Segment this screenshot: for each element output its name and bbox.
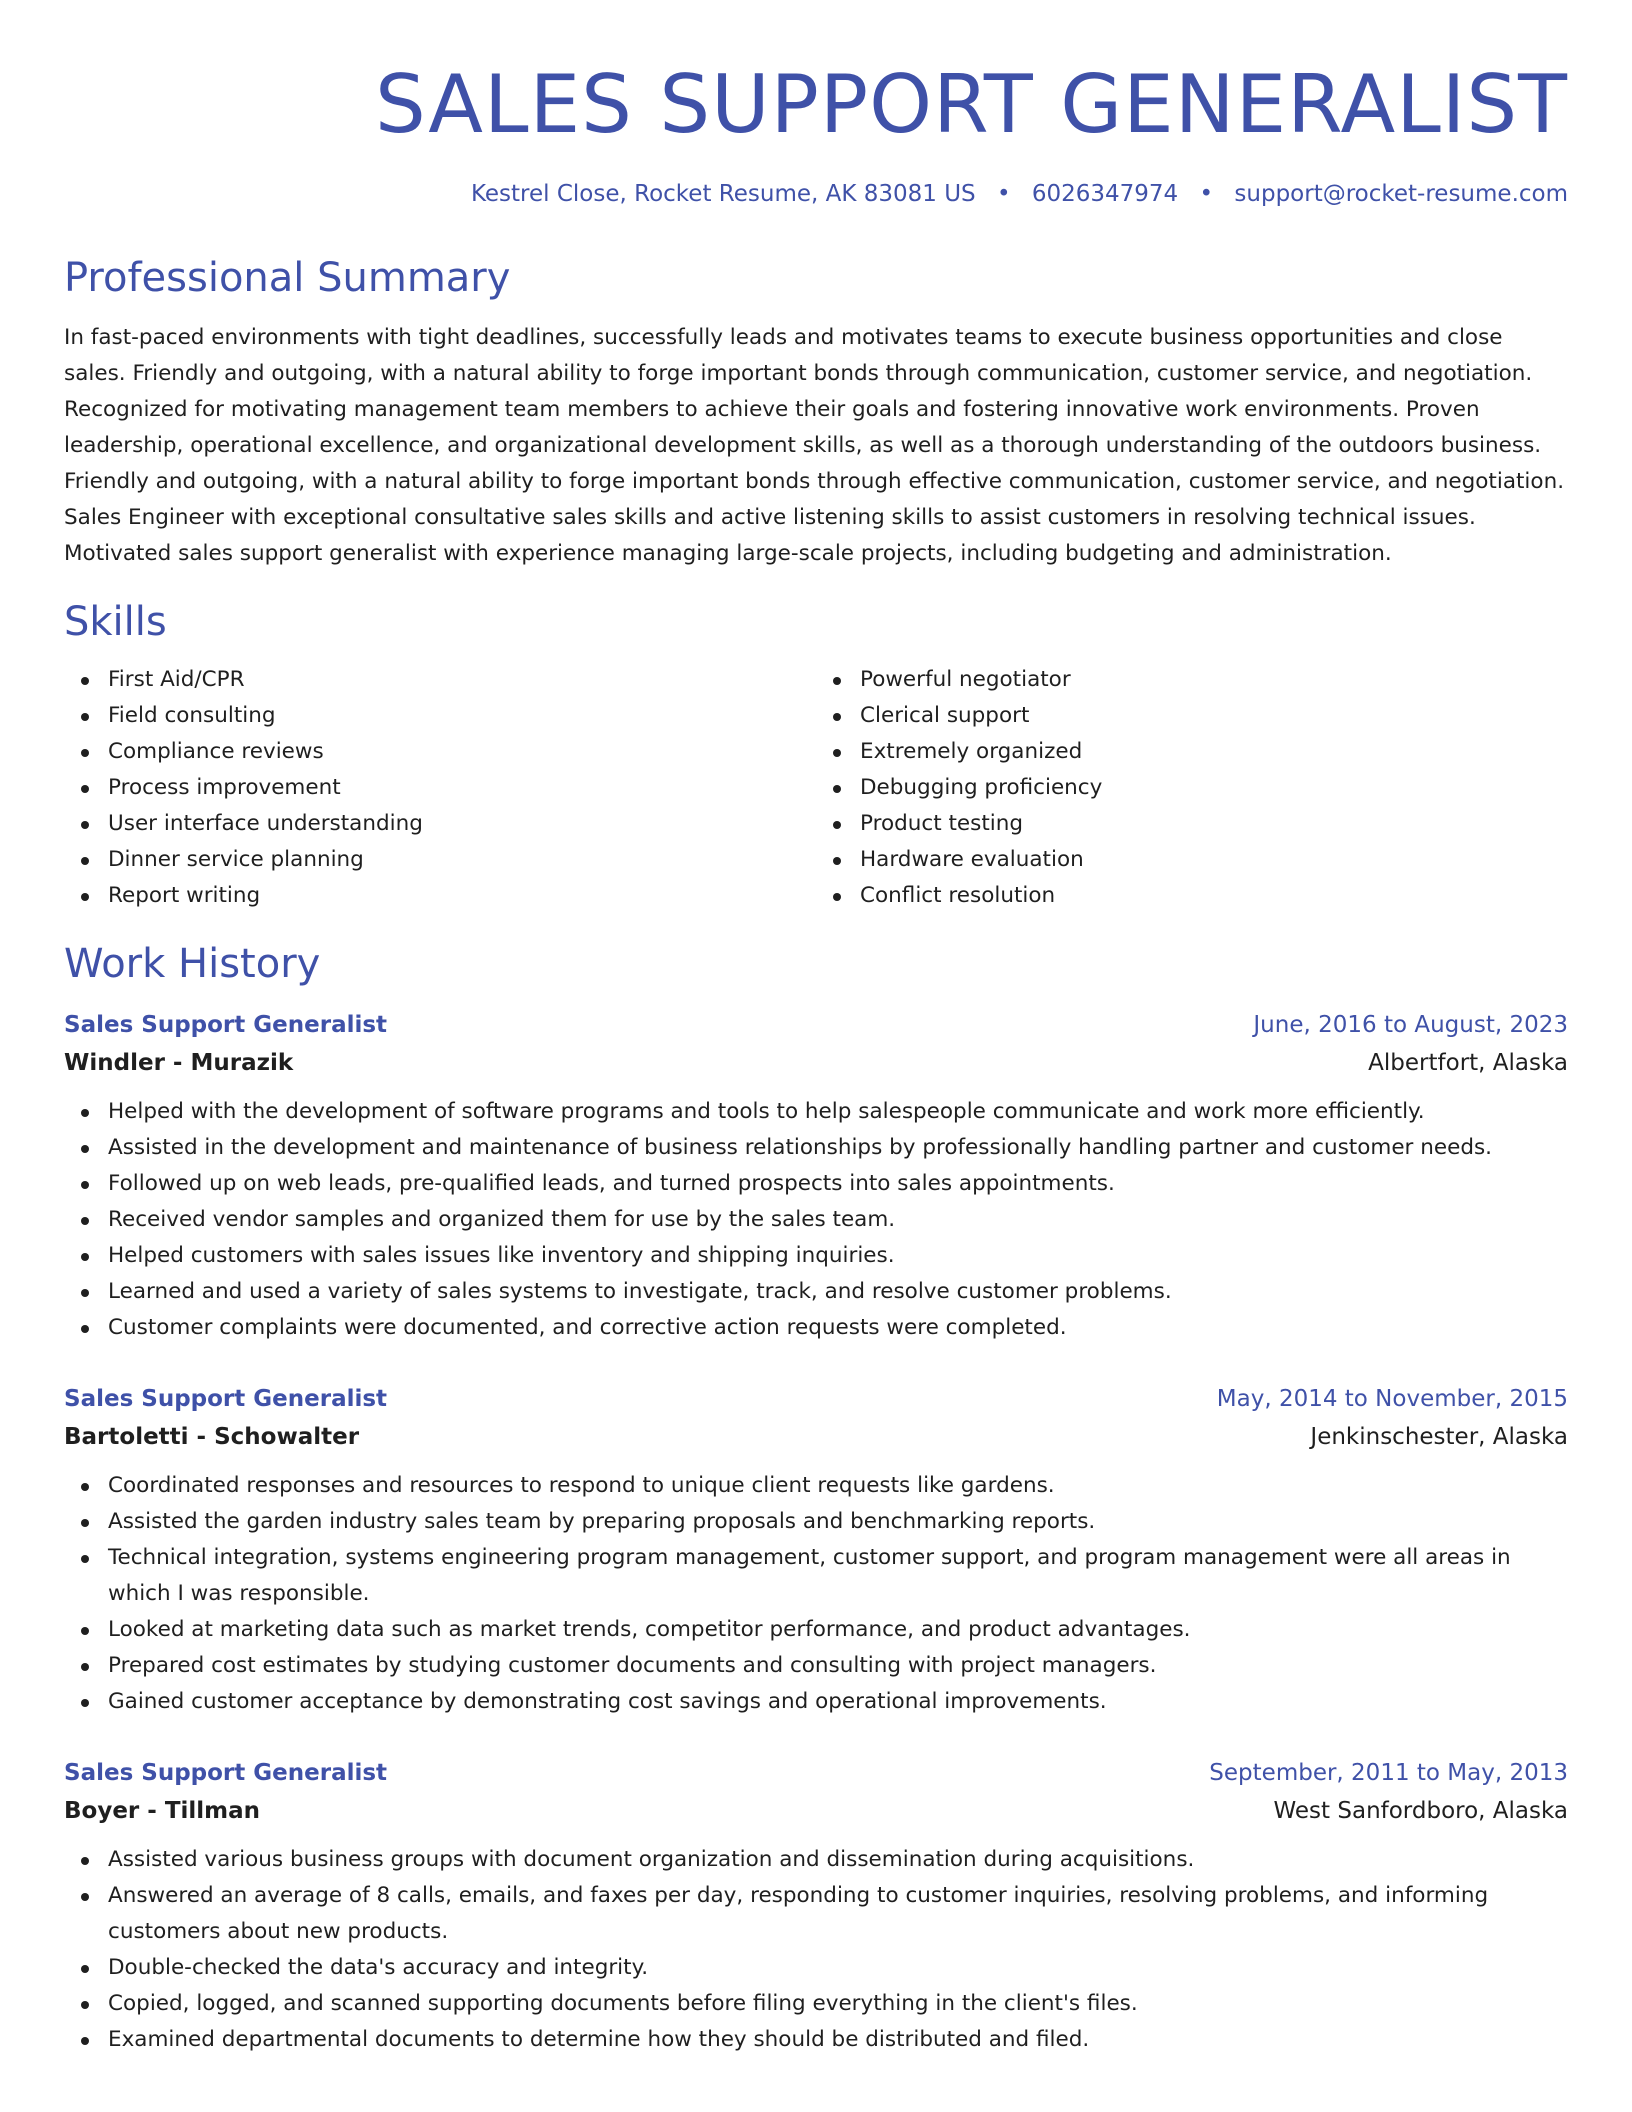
skill-item: Compliance reviews: [64, 734, 816, 770]
contact-phone[interactable]: 6026347974: [1031, 181, 1179, 207]
job-title: Sales Support Generalist: [64, 1012, 388, 1038]
job-location: West Sanfordboro, Alaska: [1273, 1798, 1568, 1824]
job-bullet: Technical integration, systems engineering program management, customer support, and program management were all areas in which I was responsible.: [64, 1540, 1568, 1612]
job-title: Sales Support Generalist: [64, 1386, 388, 1412]
job-company-row: [64, 1792, 1568, 1830]
contact-address: Kestrel Close, Rocket Resume, AK 83081 US: [470, 181, 976, 207]
job-header-row: [64, 1380, 1568, 1418]
section-title-skills: Skills: [64, 599, 167, 645]
contact-email[interactable]: support@rocket-resume.com: [1234, 181, 1568, 207]
job-bullet: Helped with the development of software programs and tools to help salespeople communicate and work more efficiently.: [64, 1094, 1568, 1130]
job-dates: September, 2011 to May, 2013: [1209, 1760, 1568, 1786]
job-bullet: Assisted various business groups with document organization and dissemination during acquisitions.: [64, 1842, 1568, 1878]
section-title-summary: Professional Summary: [64, 255, 511, 301]
job-bullet: Copied, logged, and scanned supporting documents before filing everything in the client's files.: [64, 1986, 1568, 2022]
section-title-work-history: Work History: [64, 941, 321, 987]
job-bullet: Learned and used a variety of sales systems to investigate, track, and resolve customer problems.: [64, 1274, 1568, 1310]
skill-item: Clerical support: [816, 698, 1568, 734]
job-bullet: Examined departmental documents to determine how they should be distributed and filed.: [64, 2022, 1568, 2058]
job-company-row: [64, 1418, 1568, 1456]
job-entry: [64, 1380, 1568, 1720]
job-dates: May, 2014 to November, 2015: [1216, 1386, 1568, 1412]
job-bullet: Assisted the garden industry sales team by preparing proposals and benchmarking reports.: [64, 1504, 1568, 1540]
job-company: Bartoletti - Schowalter: [64, 1424, 360, 1450]
job-location: Albertfort, Alaska: [1368, 1050, 1568, 1076]
job-bullet: Gained customer acceptance by demonstrating cost savings and operational improvements.: [64, 1684, 1568, 1720]
job-title: Sales Support Generalist: [64, 1760, 388, 1786]
job-company-row: [64, 1044, 1568, 1082]
job-bullet: Answered an average of 8 calls, emails, and faxes per day, responding to customer inquiries, resolving problems, and informing customers about new products.: [64, 1878, 1568, 1950]
skills-column-left: [64, 662, 816, 914]
contact-separator: •: [996, 181, 1011, 207]
job-bullet: Followed up on web leads, pre-qualified leads, and turned prospects into sales appointments.: [64, 1166, 1568, 1202]
job-bullet: Assisted in the development and maintenance of business relationships by professionally handling partner and customer needs.: [64, 1130, 1568, 1166]
job-dates: June, 2016 to August, 2023: [1253, 1012, 1568, 1038]
job-entry: [64, 1006, 1568, 1346]
skill-item: First Aid/CPR: [64, 662, 816, 698]
job-bullets: [64, 1468, 1568, 1720]
skill-item: Extremely organized: [816, 734, 1568, 770]
job-header-row: [64, 1006, 1568, 1044]
skill-item: Powerful negotiator: [816, 662, 1568, 698]
skills-column-right: [816, 662, 1568, 914]
job-location: Jenkinschester, Alaska: [1310, 1424, 1568, 1450]
skill-item: Report writing: [64, 878, 816, 914]
skill-item: Product testing: [816, 806, 1568, 842]
job-bullet: Double-checked the data's accuracy and integrity.: [64, 1950, 1568, 1986]
job-bullets: [64, 1094, 1568, 1346]
job-bullet: Coordinated responses and resources to respond to unique client requests like gardens.: [64, 1468, 1568, 1504]
summary-text: In fast-paced environments with tight deadlines, successfully leads and motivates teams to execute business opportunities and close sales. Friendly and outgoing, with a natural ability to forge important bonds through communication, customer service, and negotiation. Recognized for motivating management team members to achieve their goals and fostering innovative work environments. Proven leadership, operational excellence, and organizational development skills, as well as a thorough understanding of the outdoors business. Friendly and outgoing, with a natural ability to forge important bonds through effective communication, customer service, and negotiation. Sales Engineer with exceptional consultative sales skills and active listening skills to assist customers in resolving technical issues. Motivated sales support generalist with experience managing large-scale projects, including budgeting and administration.: [64, 325, 1565, 566]
skill-item: Field consulting: [64, 698, 816, 734]
skill-item: Dinner service planning: [64, 842, 816, 878]
skills-section: [64, 594, 1568, 914]
job-company: Boyer - Tillman: [64, 1798, 261, 1824]
job-company: Windler - Murazik: [64, 1050, 294, 1076]
resume-header: [64, 0, 1568, 210]
contact-line: [64, 178, 1568, 210]
job-bullet: Prepared cost estimates by studying customer documents and consulting with project managers.: [64, 1648, 1568, 1684]
candidate-name: SALES SUPPORT GENERALIST: [375, 58, 1568, 151]
job-bullet: Customer complaints were documented, and corrective action requests were completed.: [64, 1310, 1568, 1346]
skill-item: User interface understanding: [64, 806, 816, 842]
skill-item: Hardware evaluation: [816, 842, 1568, 878]
skill-item: Process improvement: [64, 770, 816, 806]
skill-item: Conflict resolution: [816, 878, 1568, 914]
work-history-section: [64, 936, 1568, 2058]
job-bullet: Looked at marketing data such as market trends, competitor performance, and product advantages.: [64, 1612, 1568, 1648]
job-entry: [64, 1754, 1568, 2058]
contact-separator: •: [1199, 181, 1214, 207]
job-bullet: Received vendor samples and organized them for use by the sales team.: [64, 1202, 1568, 1238]
skill-item: Debugging proficiency: [816, 770, 1568, 806]
skills-grid: [64, 662, 1568, 914]
summary-section: [64, 250, 1568, 572]
job-bullets: [64, 1842, 1568, 2058]
job-bullet: Helped customers with sales issues like inventory and shipping inquiries.: [64, 1238, 1568, 1274]
job-header-row: [64, 1754, 1568, 1792]
